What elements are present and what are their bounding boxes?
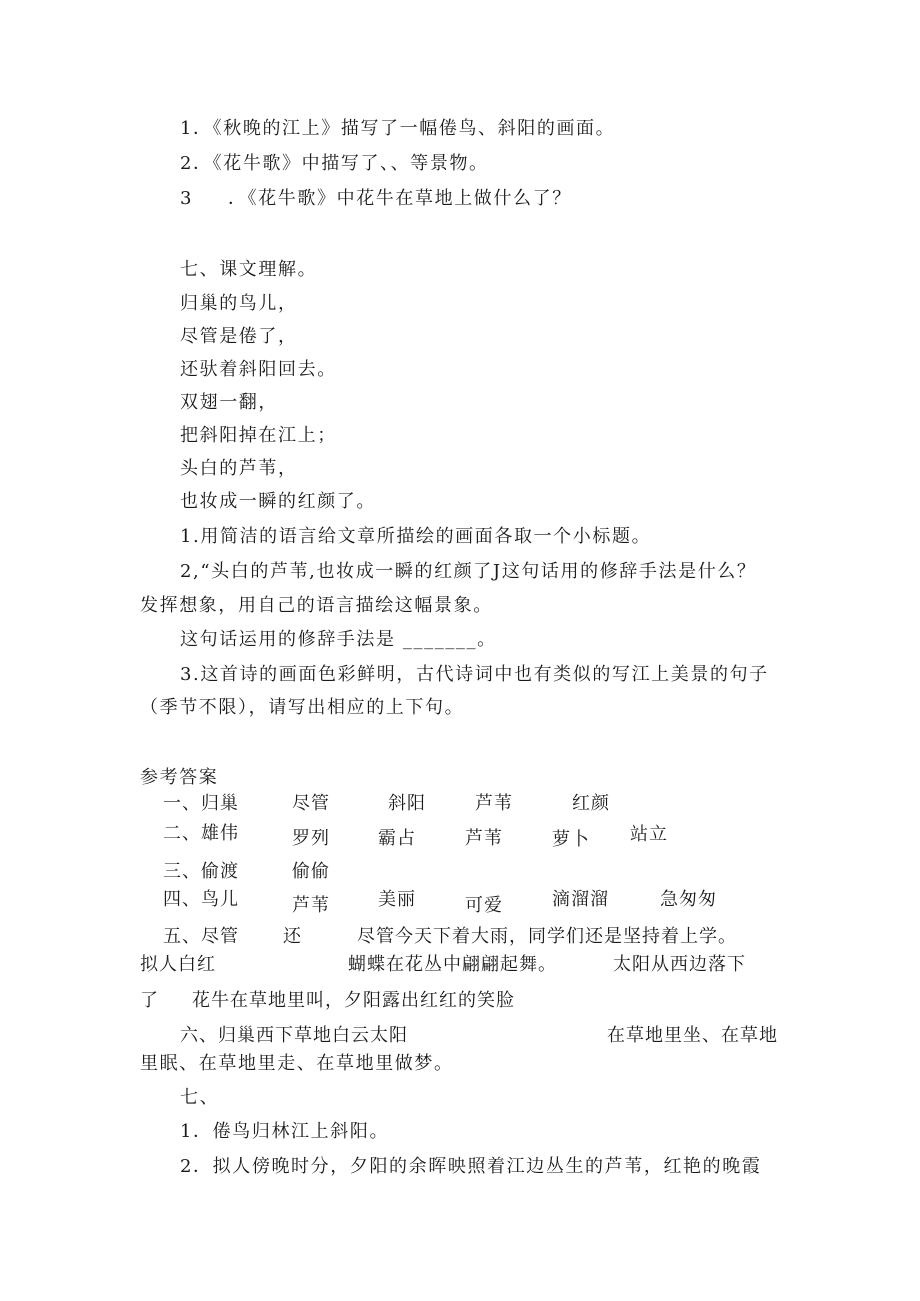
answer-4: 芦苇	[292, 895, 330, 916]
answer-2: 二、雄伟	[163, 823, 239, 844]
answer-5: 花牛在草地里叫，夕阳露出红红的笑脸	[192, 990, 515, 1011]
answer-2: 罗列	[292, 828, 330, 849]
answers-title: 参考答案	[140, 767, 219, 788]
answer-5: 拟人白红	[140, 954, 216, 975]
answer-6: 在草地里坐、在草地	[607, 1025, 778, 1046]
answer-5: 还	[283, 926, 302, 947]
question-7-3: 3.这首诗的画面色彩鲜明，古代诗词中也有类似的写江上美景的句子	[180, 664, 769, 685]
poem-line: 头白的芦苇，	[180, 458, 298, 479]
poem-line: 双翅一翻，	[180, 392, 278, 413]
question-7-2: 2,“头白的芦苇,也妆成一瞬的红颜了J这句话用的修辞手法是什么？	[180, 561, 757, 582]
poem-line: 归巢的鸟儿，	[180, 293, 298, 314]
question-7-2-cont: 发挥想象，用自己的语言描绘这幅景象。	[140, 595, 493, 616]
answer-5: 尽管今天下着大雨，同学们还是坚持着上学。	[357, 926, 737, 947]
answer-2: 站立	[630, 824, 668, 845]
answer-6-cont: 里眠、在草地里走、在草地里做梦。	[140, 1053, 454, 1074]
answer-1: 尽管	[292, 793, 330, 814]
answer-4: 滴溜溜	[552, 889, 609, 910]
answer-2: 萝卜	[552, 829, 590, 850]
question-7-3-cont: （季节不限），请写出相应的上下句。	[140, 697, 465, 718]
answer-3: 偷偷	[292, 861, 330, 882]
answer-3: 三、偷渡	[163, 861, 239, 882]
question-3: ．《花牛歌》中花牛在草地上做什么了？	[228, 188, 572, 209]
answer-7-title: 七、	[180, 1087, 220, 1108]
answer-5: 蝴蝶在花丛中翩翩起舞。	[348, 954, 557, 975]
poem-line: 还驮着斜阳回去。	[180, 359, 337, 380]
answer-4: 美丽	[378, 889, 416, 910]
question-7-1: 1.用简洁的语言给文章所描绘的画面各取一个小标题。	[180, 526, 652, 547]
question-1: 1．《秋晚的江上》描写了一幅倦鸟、斜阳的画面。	[180, 118, 616, 139]
answer-1: 芦苇	[475, 793, 513, 814]
answer-5: 了	[140, 990, 159, 1011]
answer-1: 红颜	[572, 793, 610, 814]
section-7-title: 七、课文理解。	[180, 259, 318, 280]
answer-4: 急匆匆	[660, 889, 717, 910]
answer-7-2: 2．拟人傍晚时分，夕阳的余晖映照着江边丛生的芦苇，红艳的晚霞	[180, 1156, 762, 1177]
answer-6: 六、归巢西下草地白云太阳	[180, 1025, 408, 1046]
question-7-2-answer: 这句话运用的修辞手法是 _______。	[180, 629, 497, 650]
answer-2: 芦苇	[465, 828, 503, 849]
poem-line: 也妆成一瞬的红颜了。	[180, 491, 376, 512]
answer-1: 一、归巢	[163, 793, 239, 814]
question-3-number: 3	[180, 188, 193, 209]
answer-2: 霸占	[378, 828, 416, 849]
answer-7-1: 1．倦鸟归林江上斜阳。	[180, 1121, 390, 1142]
poem-line: 把斜阳掉在江上；	[180, 425, 337, 446]
answer-4: 四、鸟儿	[163, 889, 239, 910]
answer-1: 斜阳	[388, 793, 426, 814]
question-2: 2．《花牛歌》中描写了、、等景物。	[180, 153, 489, 174]
poem-line: 尽管是倦了，	[180, 326, 298, 347]
answer-4: 可爱	[465, 895, 503, 916]
answer-5: 五、尽管	[163, 926, 239, 947]
answer-5: 太阳从西边落下	[613, 954, 746, 975]
